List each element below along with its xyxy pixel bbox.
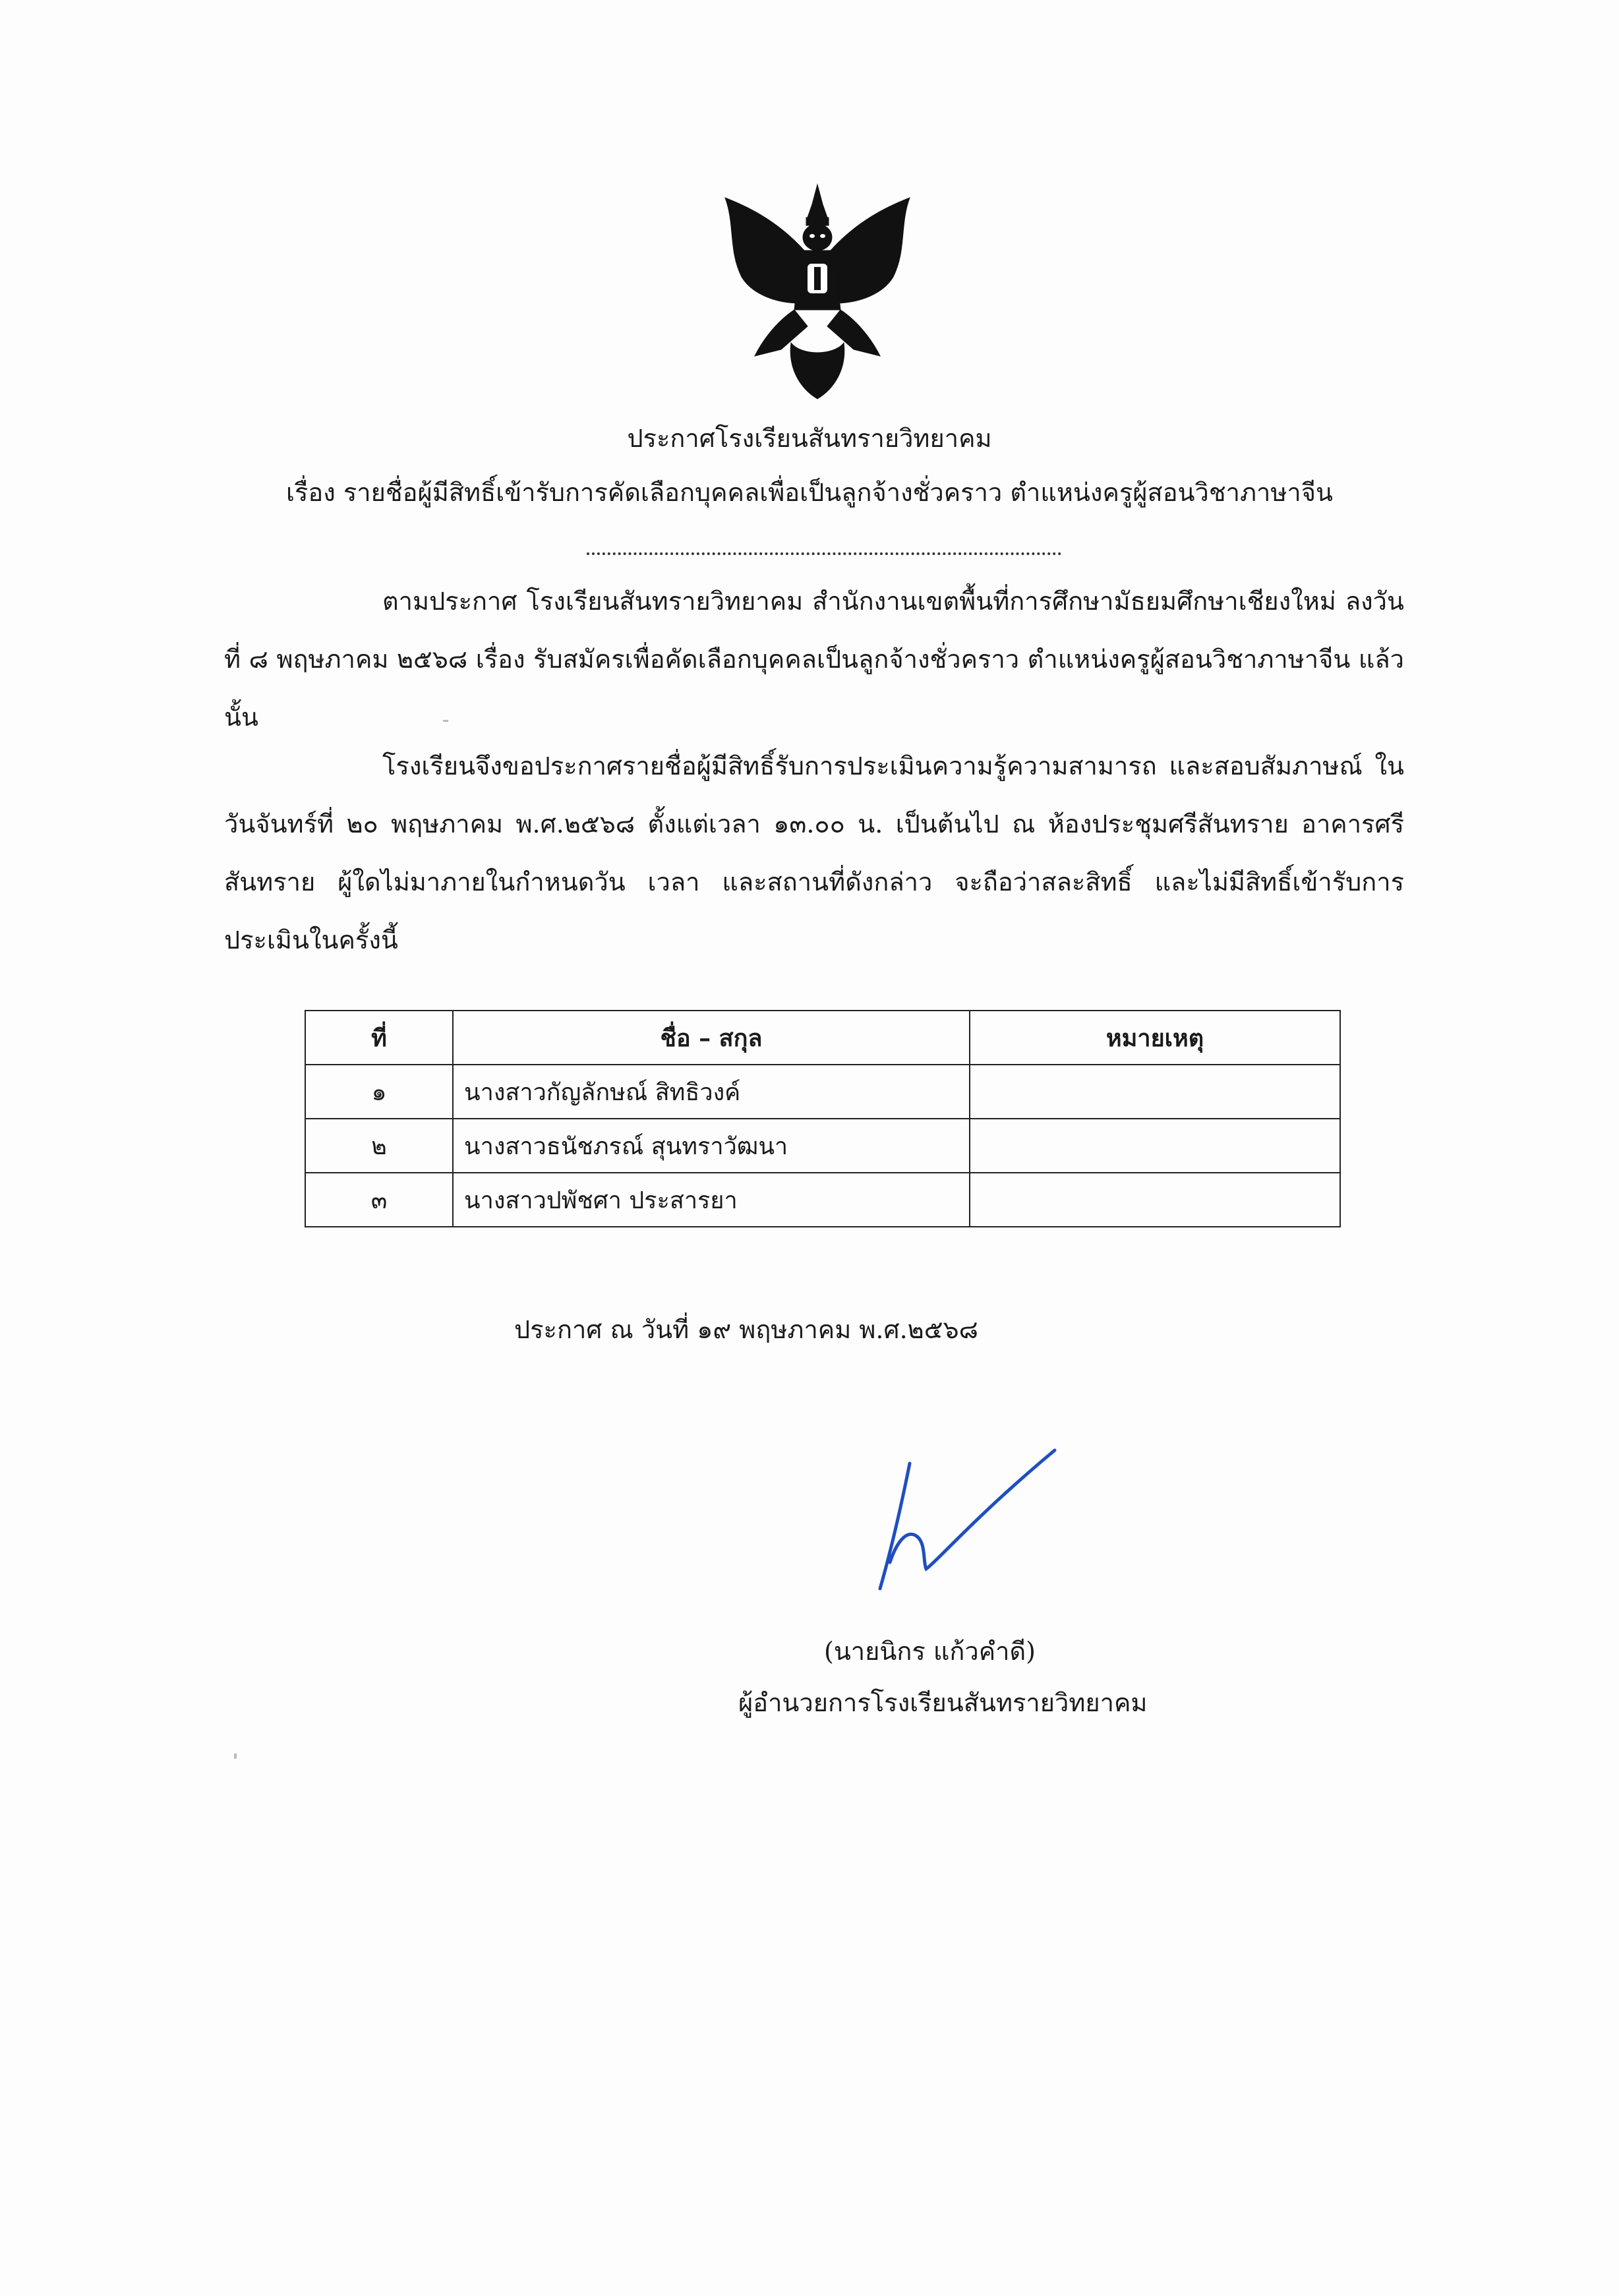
- table-header-row: [305, 1011, 1340, 1065]
- table-row: [305, 1065, 1340, 1119]
- row-name: นางสาวกัญลักษณ์ สิทธิวงค์: [453, 1065, 970, 1119]
- garuda-emblem-icon: [715, 178, 920, 409]
- header-name: ชื่อ – สกุล: [453, 1011, 970, 1065]
- row-remark: [970, 1119, 1340, 1173]
- paragraph-reference: ตามประกาศ โรงเรียนสันทรายวิทยาคม สำนักงานเขตพื้นที่การศึกษามัธยมศึกษาเชียงใหม่ ลงวันที่ ๘ พฤษภาคม ๒๕๖๘ เรื่อง รับสมัครเพื่อคัดเลือกบุคคลเป็นลูกจ้างชั่วคราว ตำแหน่งครูผู้สอนวิชาภาษาจีน แล้วนั้น: [224, 587, 1404, 732]
- row-no: ๓: [305, 1173, 453, 1227]
- document-title: ประกาศโรงเรียนสันทรายวิทยาคม: [627, 424, 992, 453]
- row-no: ๒: [305, 1119, 453, 1173]
- row-name: นางสาวปพัชศา ประสารยา: [453, 1173, 970, 1227]
- paragraph-announcement: โรงเรียนจึงขอประกาศรายชื่อผู้มีสิทธิ์รับการประเมินความรู้ความสามารถ และสอบสัมภาษณ์ ในวันจันทร์ที่ ๒๐ พฤษภาคม พ.ศ.๒๕๖๘ ตั้งแต่เวลา ๑๓.๐๐ น. เป็นต้นไป ณ ห้องประชุมศรีสันทราย อาคารศรีสันทราย ผู้ใดไม่มาภายในกำหนดวัน เวลา และสถานที่ดังกล่าว จะถือว่าสละสิทธิ์ และไม่มีสิทธิ์เข้ารับการประเมินในครั้งนี้: [224, 751, 1404, 955]
- document-subject: เรื่อง รายชื่อผู้มีสิทธิ์เข้ารับการคัดเลือกบุคคลเพื่อเป็นลูกจ้างชั่วคราว ตำแหน่งครูผู้สอนวิชาภาษาจีน: [285, 478, 1334, 507]
- announce-date: ประกาศ ณ วันที่ ๑๙ พฤษภาคม พ.ศ.๒๕๖๘: [514, 1315, 978, 1344]
- header-no: ที่: [305, 1011, 453, 1065]
- scan-speck: [443, 720, 448, 722]
- scan-speck: [234, 1753, 237, 1759]
- row-remark: [970, 1065, 1340, 1119]
- header-remark: หมายเหตุ: [970, 1011, 1340, 1065]
- candidate-table: [305, 1010, 1341, 1227]
- signer-name: (นายนิกร แก้วคำดี): [824, 1637, 1036, 1666]
- signer-title: ผู้อำนวยการโรงเรียนสันทรายวิทยาคม: [738, 1688, 1148, 1717]
- row-no: ๑: [305, 1065, 453, 1119]
- dotted-separator: [587, 552, 1061, 555]
- table-row: [305, 1119, 1340, 1173]
- signature-icon: [857, 1437, 1094, 1635]
- row-remark: [970, 1173, 1340, 1227]
- table-row: [305, 1173, 1340, 1227]
- row-name: นางสาวธนัชภรณ์ สุนทราวัฒนา: [453, 1119, 970, 1173]
